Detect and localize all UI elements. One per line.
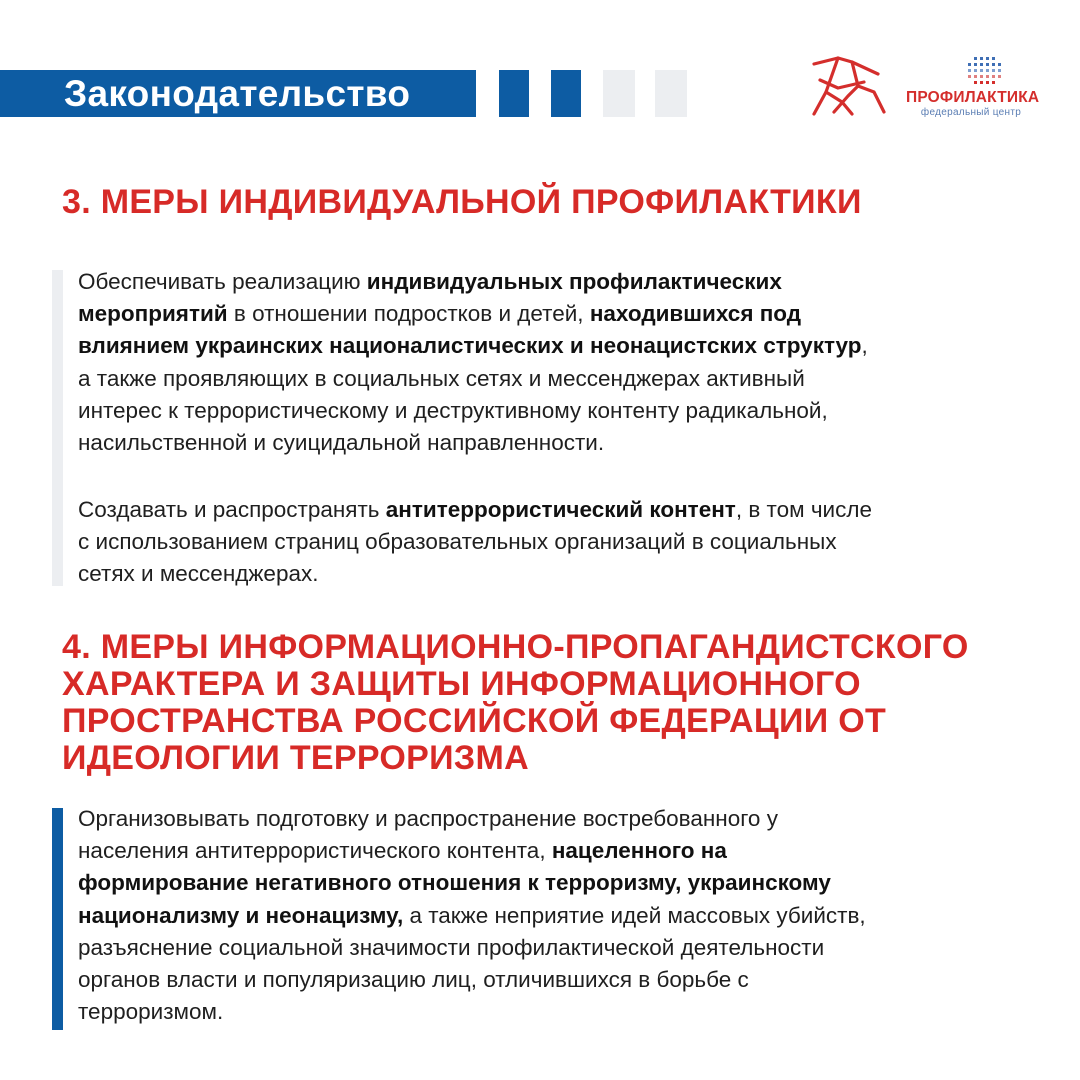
text-run: в отношении подростков и детей, — [227, 301, 590, 327]
text-run: Обеспечивать реализацию — [78, 269, 367, 294]
page-title: Законодательство — [64, 73, 411, 114]
decor-square — [603, 70, 635, 117]
decor-square — [655, 70, 687, 117]
bold-text-run: нацеленного на формирование негативного отношения к терроризму, украинскому национализму и неонацизму, — [78, 838, 831, 928]
bold-text-run: антитеррористический контент — [385, 497, 736, 522]
accent-stripe — [52, 808, 63, 1030]
text-run: , в том числе с использованием страниц образовательных организаций в социальных сетях и мессенджерах. — [78, 497, 873, 587]
bold-text-run: индивидуальных профилактических — [366, 269, 782, 294]
text-run: Создавать и распространять — [78, 497, 386, 522]
text-run: Организовывать подготовку и распространение востребованного у населения антитеррористического контента, — [78, 806, 778, 864]
logo-name: ПРОФИЛАКТИКА — [906, 89, 1040, 106]
accent-stripe — [52, 270, 63, 586]
decor-square — [551, 70, 581, 117]
text-run: , а также проявляющих в социальных сетях и мессенджерах активный интерес к террористическому и деструктивному контенту радикальной, насильственной и суицидальной направленности. — [78, 333, 868, 456]
text-run: а также неприятие идей массовых убийств, разъяснение социальной значимости профилактической деятельности органов власти и популяризацию лиц, отличившихся в борьбе с терроризмом. — [78, 902, 866, 1025]
dot-grid-icon — [968, 56, 1004, 88]
paragraph-information-measures — [78, 803, 1068, 1028]
logo-subtitle: федеральный центр — [920, 107, 1022, 118]
section-heading-4: 4. МЕРЫ ИНФОРМАЦИОННО-ПРОПАГАНДИСТСКОГО ХАРАКТЕРА И ЗАЩИТЫ ИНФОРМАЦИОННОГО ПРОСТРАНСТВА РОССИЙСКОЙ ФЕДЕРАЦИИ ОТ ИДЕОЛОГИИ ТЕРРОРИЗМА — [62, 628, 969, 777]
decor-square — [499, 70, 529, 117]
bold-text-run: мероприятий — [78, 301, 228, 327]
paragraph-antiterror-content — [78, 494, 1068, 591]
section-heading-3: 3. МЕРЫ ИНДИВИДУАЛЬНОЙ ПРОФИЛАКТИКИ — [62, 183, 862, 221]
horse-icon — [808, 52, 888, 118]
paragraph-individual-measures — [78, 266, 1068, 459]
bold-text-run: находившихся под — [589, 301, 802, 327]
bold-text-run: влиянием украинских националистических и неонацистских структур — [78, 333, 862, 359]
